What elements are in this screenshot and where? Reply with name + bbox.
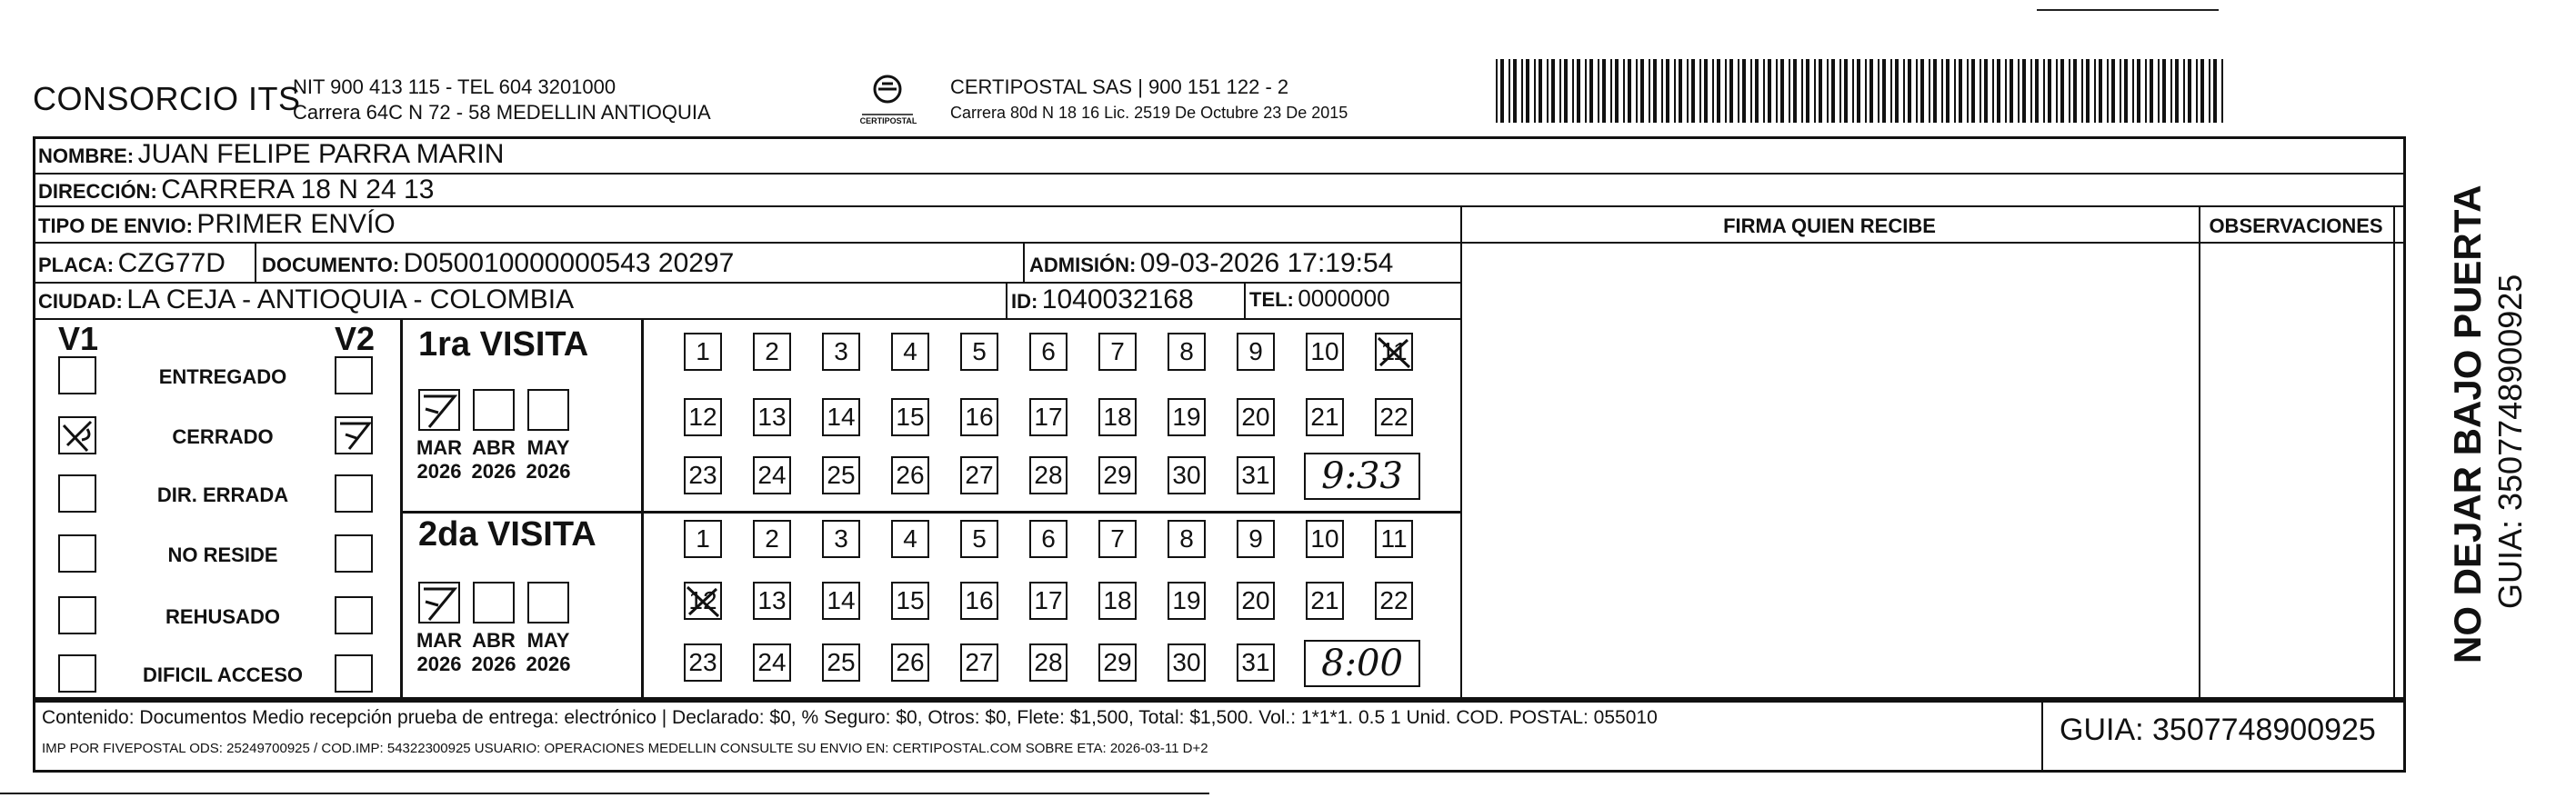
company-info <box>293 75 711 125</box>
tel-row <box>1249 284 1390 313</box>
handwritten-time: 9:33 <box>1304 453 1420 500</box>
day-box[interactable]: 13 <box>753 398 791 436</box>
nombre-row <box>38 139 504 170</box>
documento-value: D050010000000543 20297 <box>403 248 735 278</box>
obs-label: OBSERVACIONES <box>2209 214 2383 237</box>
company-address-line: Carrera 64C N 72 - 58 MEDELLIN ANTIOQUIA <box>293 101 711 124</box>
day-box[interactable]: 2 <box>753 520 791 558</box>
rule-id <box>1006 282 1007 318</box>
rule-tel <box>1244 282 1246 318</box>
month-label: MAY 2026 <box>526 436 571 483</box>
firma-label: FIRMA QUIEN RECIBE <box>1723 214 1936 237</box>
day-box[interactable]: 24 <box>753 643 791 682</box>
day-box[interactable]: 30 <box>1168 643 1206 682</box>
day-box[interactable]: 17 <box>1029 398 1067 436</box>
admision-row <box>1029 248 1393 279</box>
status-label: DIR. ERRADA <box>156 484 289 506</box>
documento-label: DOCUMENTO: <box>262 254 400 276</box>
v1-checkbox[interactable] <box>58 596 96 634</box>
day-box[interactable]: 25 <box>822 643 860 682</box>
day-box[interactable]: 11 <box>1375 333 1413 371</box>
day-box[interactable]: 10 <box>1306 333 1344 371</box>
carrier-nit-line: CERTIPOSTAL SAS | 900 151 122 - 2 <box>950 75 1289 98</box>
day-box[interactable]: 7 <box>1098 333 1137 371</box>
day-box[interactable]: 14 <box>822 398 860 436</box>
month-label: MAR 2026 <box>416 629 463 675</box>
v2-checkbox[interactable] <box>335 596 373 634</box>
month-box-abr[interactable] <box>473 582 515 623</box>
footer-print-line: IMP POR FIVEPOSTAL ODS: 25249700925 / COD.IMP: 54322300925 USUARIO: OPERACIONES MEDELLIN CONSULTE SU ENVIO EN: CERTIPOSTAL.COM SOBRE ETA: 2026-03-11 D+2 <box>42 741 1208 756</box>
day-box[interactable]: 15 <box>891 398 929 436</box>
handwritten-time: 8:00 <box>1304 640 1420 687</box>
placa-row <box>38 248 226 279</box>
v1-checkbox[interactable] <box>58 416 96 454</box>
month-label: ABR 2026 <box>471 629 516 675</box>
ciudad-label: CIUDAD: <box>38 290 123 313</box>
v2-checkbox[interactable] <box>335 474 373 513</box>
rule-footer-guia <box>2041 700 2043 773</box>
day-box[interactable]: 2 <box>753 333 791 371</box>
day-box[interactable]: 5 <box>960 520 998 558</box>
day-box[interactable]: 21 <box>1306 582 1344 620</box>
firma-header <box>1460 214 2199 238</box>
day-box[interactable]: 25 <box>822 456 860 494</box>
day-box[interactable]: 27 <box>960 643 998 682</box>
rule-month-days <box>641 318 644 700</box>
day-box[interactable]: 3 <box>822 520 860 558</box>
day-box[interactable]: 30 <box>1168 456 1206 494</box>
v1-label: V1 <box>58 320 99 357</box>
rule-placa-doc <box>255 242 256 282</box>
rule-status-visits <box>400 318 403 700</box>
day-box[interactable]: 16 <box>960 398 998 436</box>
id-value: 1040032168 <box>1041 284 1194 314</box>
side-guia: GUIA: 3507748900925 <box>2491 274 2529 609</box>
day-box[interactable]: 23 <box>684 456 722 494</box>
day-box[interactable]: 22 <box>1375 398 1413 436</box>
rule-obs-right <box>2393 205 2395 700</box>
v2-checkbox[interactable] <box>335 654 373 693</box>
day-box[interactable]: 5 <box>960 333 998 371</box>
rule-ciudad <box>33 318 1460 320</box>
day-box[interactable]: 26 <box>891 643 929 682</box>
month-label: MAY 2026 <box>526 629 571 675</box>
first-visit-label: 1ra VISITA <box>418 325 589 364</box>
direccion-row <box>38 175 434 205</box>
obs-header <box>2199 214 2393 238</box>
day-box[interactable]: 18 <box>1098 398 1137 436</box>
day-box[interactable]: 14 <box>822 582 860 620</box>
day-box[interactable]: 29 <box>1098 456 1137 494</box>
tipo-label: TIPO DE ENVIO: <box>38 214 193 237</box>
documento-row <box>262 248 734 279</box>
footer-guia: GUIA: 3507748900925 <box>2060 713 2376 747</box>
day-box[interactable]: 10 <box>1306 520 1344 558</box>
placa-label: PLACA: <box>38 254 115 276</box>
month-box-mar[interactable] <box>418 389 460 431</box>
status-label: NO RESIDE <box>167 544 278 566</box>
v2-checkbox[interactable] <box>335 356 373 394</box>
direccion-value: CARRERA 18 N 24 13 <box>161 175 435 204</box>
status-label: CERRADO <box>172 425 274 448</box>
day-box[interactable]: 27 <box>960 456 998 494</box>
day-box[interactable]: 6 <box>1029 333 1067 371</box>
direccion-label: DIRECCIÓN: <box>38 180 157 203</box>
carrier-address-line: Carrera 80d N 18 16 Lic. 2519 De Octubre 23 De 2015 <box>950 104 1348 122</box>
month-box-may[interactable] <box>527 582 569 623</box>
day-box[interactable]: 21 <box>1306 398 1344 436</box>
admision-value: 09-03-2026 17:19:54 <box>1139 248 1394 278</box>
rule-admision <box>1023 242 1025 282</box>
nombre-value: JUAN FELIPE PARRA MARIN <box>137 139 505 169</box>
day-box[interactable]: 9 <box>1237 333 1275 371</box>
day-box[interactable]: 9 <box>1237 520 1275 558</box>
day-box[interactable]: 8 <box>1168 520 1206 558</box>
rule-obs-left <box>2199 205 2200 700</box>
day-box[interactable]: 18 <box>1098 582 1137 620</box>
v1-checkbox[interactable] <box>58 534 96 573</box>
day-box[interactable]: 12 <box>684 398 722 436</box>
v1-checkbox[interactable] <box>58 474 96 513</box>
v1-checkbox[interactable] <box>58 356 96 394</box>
v1-checkbox[interactable] <box>58 654 96 693</box>
nombre-label: NOMBRE: <box>38 145 135 167</box>
day-box[interactable]: 31 <box>1237 456 1275 494</box>
tel-label: TEL: <box>1249 288 1294 311</box>
day-box[interactable]: 1 <box>684 520 722 558</box>
footer-content-line: Contenido: Documentos Medio recepción prueba de entrega: electrónico | Declarado: $0, % Seguro: $0, Otros: $0, Flete: $1,500, Total: $1,500. Vol.: 1*1*1. 0.5 1 Unid. COD. POSTAL: 055010 <box>42 707 1658 728</box>
id-row <box>1011 284 1194 315</box>
side-notice: NO DEJAR BAJO PUERTA <box>2446 185 2489 663</box>
day-box[interactable]: 1 <box>684 333 722 371</box>
company-nit-line: NIT 900 413 115 - TEL 604 3201000 <box>293 75 616 98</box>
status-label: ENTREGADO <box>158 365 287 388</box>
rule-tipo <box>33 242 2406 244</box>
status-label: DIFICIL ACCESO <box>142 663 303 686</box>
day-box[interactable]: 24 <box>753 456 791 494</box>
day-box[interactable]: 19 <box>1168 582 1206 620</box>
status-label: REHUSADO <box>165 605 280 628</box>
day-box[interactable]: 13 <box>753 582 791 620</box>
month-box-abr[interactable] <box>473 389 515 431</box>
day-box[interactable]: 3 <box>822 333 860 371</box>
top-edge-line <box>2037 9 2219 11</box>
ciudad-value: LA CEJA - ANTIOQUIA - COLOMBIA <box>126 284 575 314</box>
carrier-info <box>950 75 1348 125</box>
day-box[interactable]: 29 <box>1098 643 1137 682</box>
admision-label: ADMISIÓN: <box>1029 254 1137 276</box>
day-box[interactable]: 19 <box>1168 398 1206 436</box>
certipostal-logo-text: CERTIPOSTAL <box>859 116 917 125</box>
day-box[interactable]: 28 <box>1029 643 1067 682</box>
day-box[interactable]: 16 <box>960 582 998 620</box>
tipo-value: PRIMER ENVÍO <box>196 209 396 239</box>
month-label: ABR 2026 <box>471 436 516 483</box>
v2-checkbox[interactable] <box>335 534 373 573</box>
tel-value: 0000000 <box>1298 284 1390 312</box>
day-box[interactable]: 17 <box>1029 582 1067 620</box>
month-label: MAR 2026 <box>416 436 463 483</box>
id-label: ID: <box>1011 290 1038 313</box>
day-box[interactable]: 12 <box>684 582 722 620</box>
day-box[interactable]: 20 <box>1237 398 1275 436</box>
day-box[interactable]: 6 <box>1029 520 1067 558</box>
day-box[interactable]: 11 <box>1375 520 1413 558</box>
month-box-may[interactable] <box>527 389 569 431</box>
day-box[interactable]: 15 <box>891 582 929 620</box>
day-box[interactable]: 8 <box>1168 333 1206 371</box>
bottom-edge-line <box>0 793 1209 794</box>
rule-firma-left <box>1460 205 1462 700</box>
tipo-row <box>38 209 396 240</box>
day-box[interactable]: 4 <box>891 520 929 558</box>
v2-checkbox[interactable] <box>335 416 373 454</box>
second-visit-label: 2da VISITA <box>418 515 596 554</box>
day-box[interactable]: 22 <box>1375 582 1413 620</box>
day-box[interactable]: 7 <box>1098 520 1137 558</box>
v2-label: V2 <box>335 320 376 357</box>
day-box[interactable]: 28 <box>1029 456 1067 494</box>
placa-value: CZG77D <box>117 248 226 278</box>
day-box[interactable]: 4 <box>891 333 929 371</box>
day-box[interactable]: 23 <box>684 643 722 682</box>
ciudad-row <box>38 284 574 315</box>
day-box[interactable]: 26 <box>891 456 929 494</box>
rule-direccion <box>33 205 2406 207</box>
rule-visits <box>400 511 1460 514</box>
day-box[interactable]: 31 <box>1237 643 1275 682</box>
month-box-mar[interactable] <box>418 582 460 623</box>
day-box[interactable]: 20 <box>1237 582 1275 620</box>
company-name: CONSORCIO ITS <box>33 80 301 117</box>
barcode <box>1496 59 2223 123</box>
rule-placa <box>33 282 1460 284</box>
